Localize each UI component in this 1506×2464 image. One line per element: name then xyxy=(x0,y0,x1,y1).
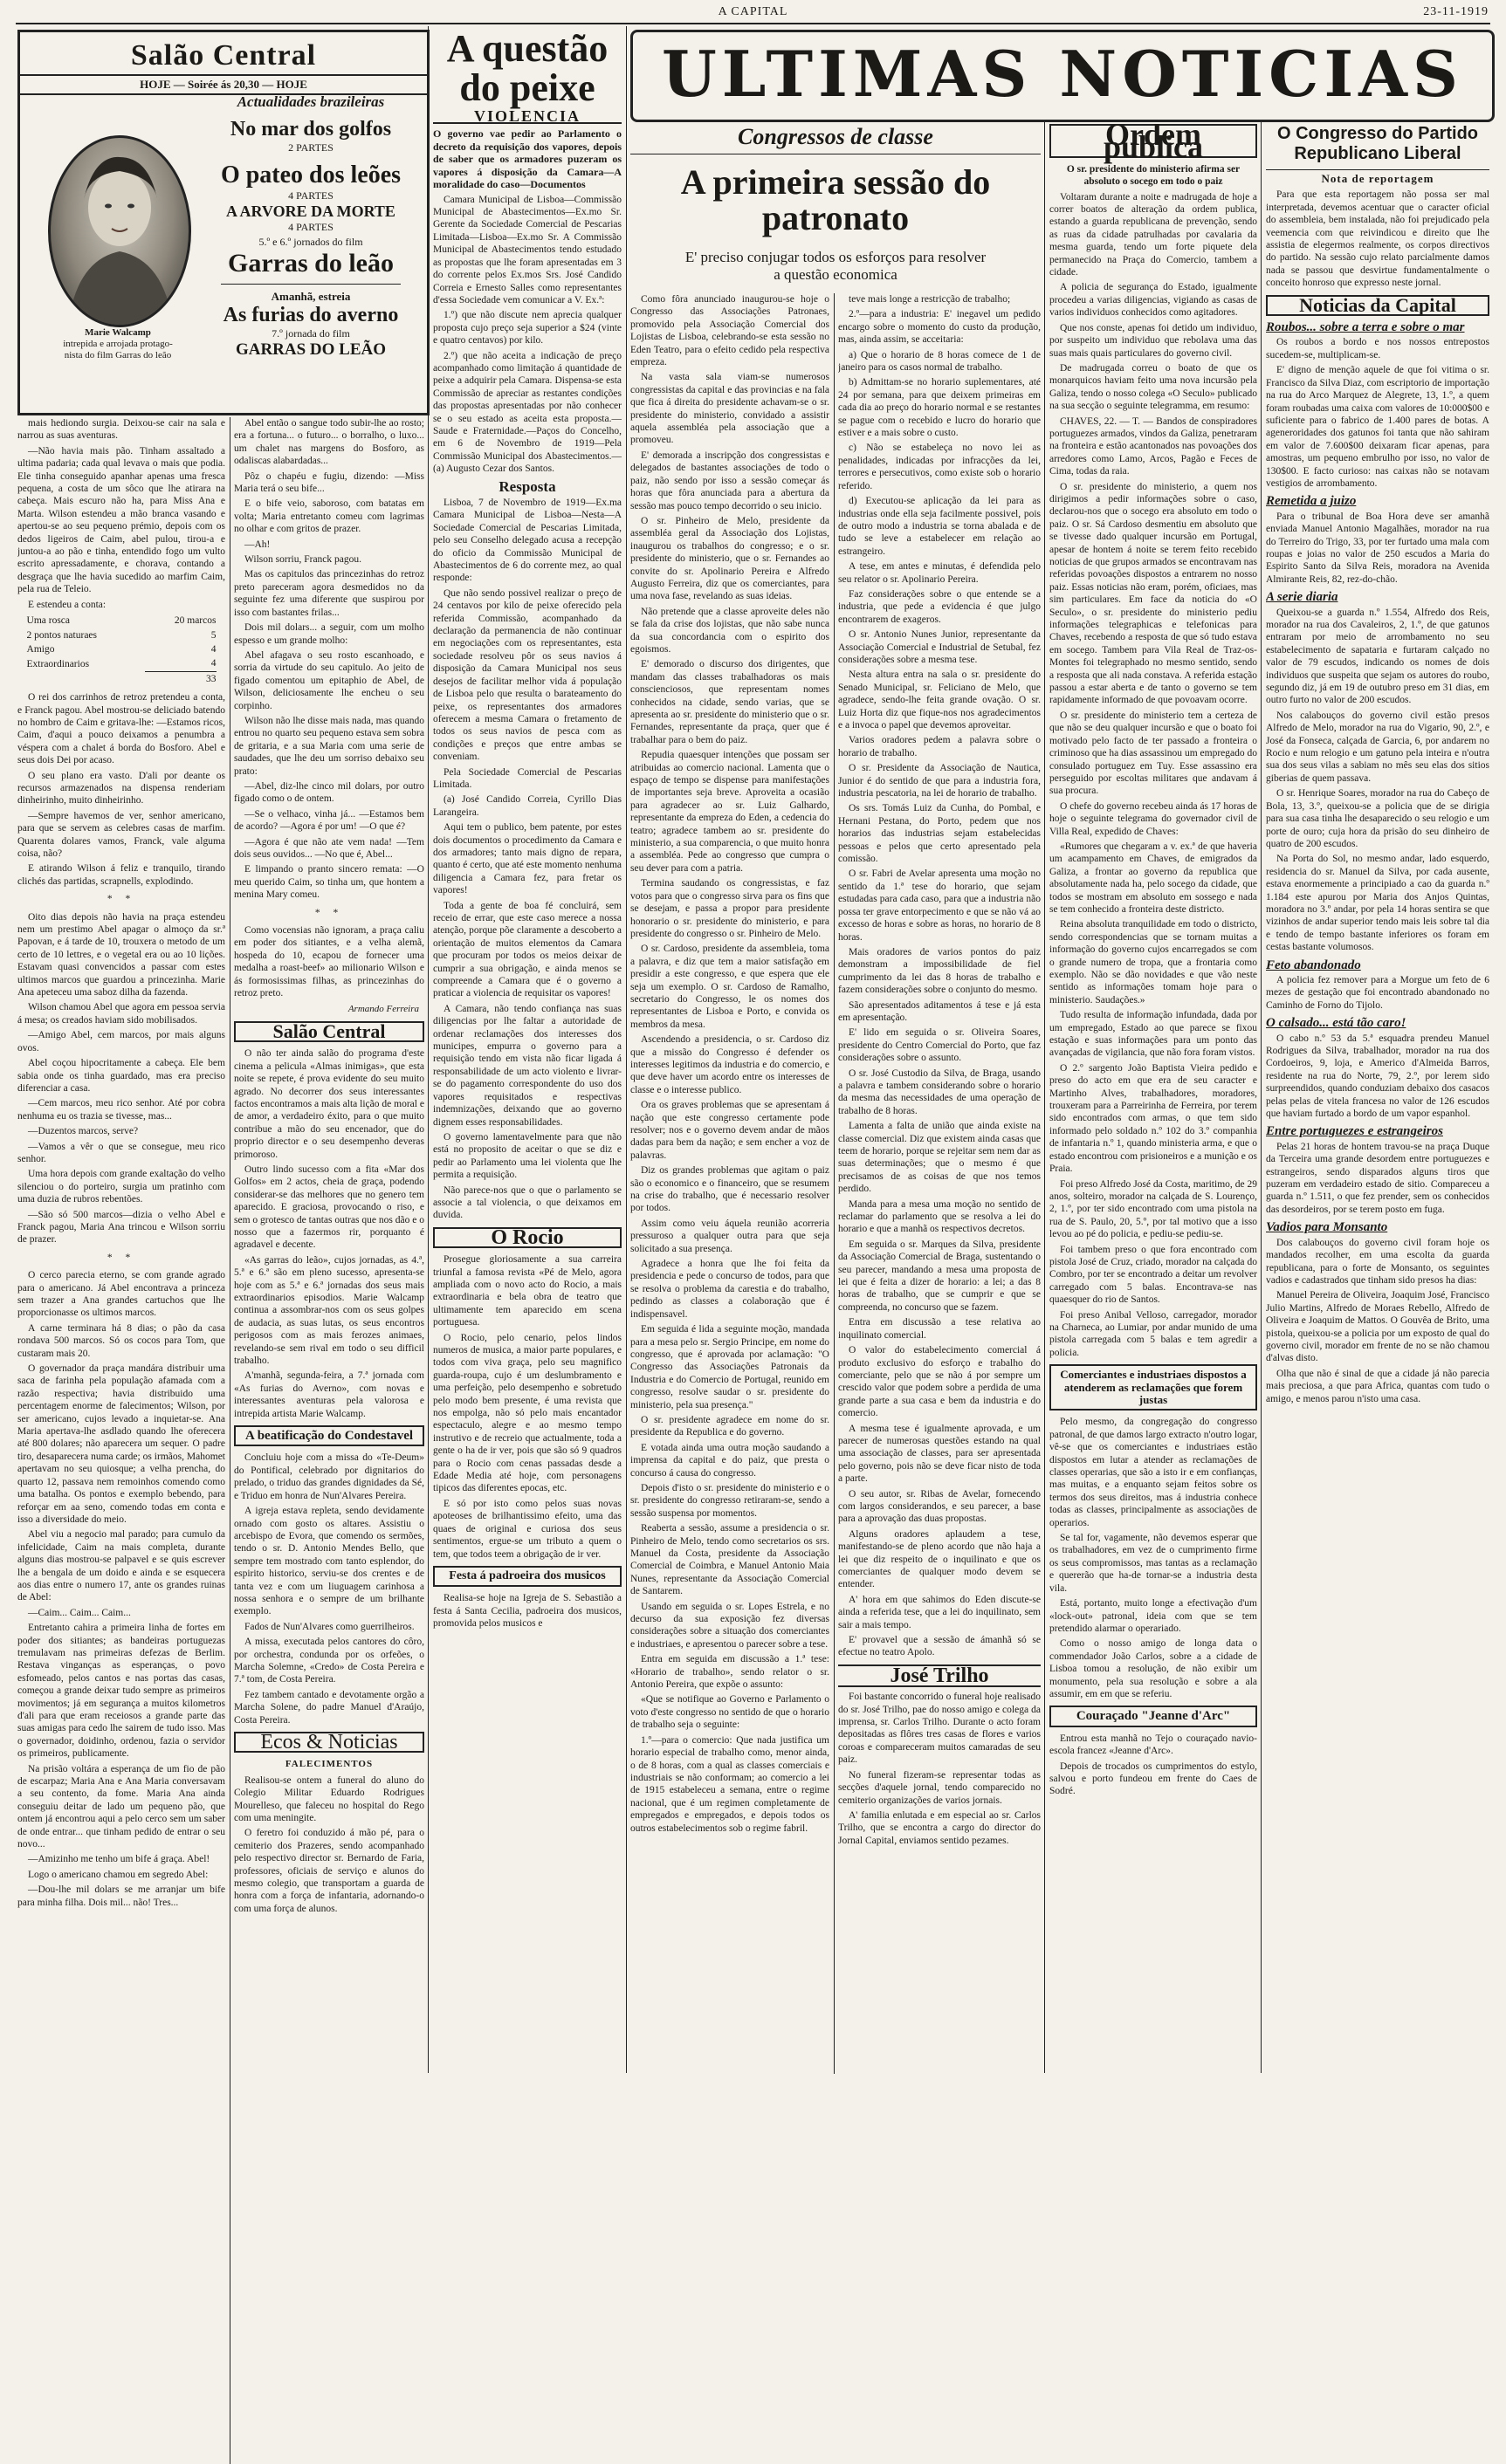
paragraph: Para que esta reportagem não possa ser mal interpretada, devemos acentuar que o caracter oficial do assembleia, bem instalada, não foi prejudicado pela veemencia com que reivindicou e direito que lhe assistia de elegermos realmente, os corpos directivos do partido. Na sessão cujo relato parcialmente damos nada se passou que desvirtue fundamentalmente o conceito honroso que expresso neste jornal. xyxy=(1266,189,1489,289)
paragraph: De madrugada correu o boato de que os monarquicos haviam feito uma nova incursão pela Galiza, tendo o nosso colega «O Seculo» publicado na sua secção o seguinte telegramma, em resumo: xyxy=(1049,362,1257,412)
table-row xyxy=(26,614,217,628)
column-1 xyxy=(17,417,225,2074)
paragraph: Fados de Nun'Alvares como guerrilheiros. xyxy=(244,1621,415,1632)
paragraph: Fez tambem cantado e devotamente orgão a Marcha Solene, do padre Manuel d'Araújo, Costa Pereira. xyxy=(234,1689,424,1726)
paragraph: Diz os grandes problemas que agitam o paiz são o economico e o financeiro, que se resumem na crise do trabalho, que é necessario resolver por todos. xyxy=(630,1165,829,1214)
paragraph: Foi preso Anibal Velloso, carregador, morador na Charneca, ao Lumiar, por andar munido de uma pistola carregada com 5 balas e tem agredir a policia. xyxy=(1049,1309,1257,1358)
paragraph: Os srs. Tomás Luiz da Cunha, do Pombal, e Hernani Pestana, do Porto, pedem que nos horarios das industrias sejam estabelecidas pessoas e pelos que certo apresentado pela comissão. xyxy=(838,803,1041,865)
paragraph: Usando em seguida o sr. Lopes Estrela, e no decurso da sua exposição fez diversas considerações sobre a situação dos comerciantes e industriaes, e apresentou o parecer sobre a tese. xyxy=(630,1601,829,1650)
paragraph: CHAVES, 22. — T. — Bandos de conspiradores portuguezes armados, vindos da Galiza, penetraram na fronteira e estão acantonados nas povoações dos arredores como Lamo, Arcos, Pagão e Feces de Cima, todas da raia. xyxy=(1049,415,1257,477)
paragraph: —Amigo Abel, cem marcos, por mais alguns ovos. xyxy=(17,1030,225,1054)
paragraph: E' provavel que a sessão de ámanhã só se efectue no teatro Apolo. xyxy=(838,1635,1041,1658)
paragraph: O Rocio, pelo cenario, pelos lindos numeros de musica, a maior parte populares, e todos com viva graça, pelo seu magnifico guarda-roupa, cujo é um deslumbramento e uma perfeição, pelo desempenho e sobretudo pelo modo bem presente, é uma revista que nos empolga, não só pelo mais encantador espectaculo, alegre e ao mesmo tempo instrutivo e de recreio que actualmente, toda a gente o ha de ir ver, pois que são só 9 quadros para o Rocio com cenas passadas desde a Edade Media até hoje, com personagens tipicos das diferentes epocas, etc. xyxy=(433,1332,622,1494)
paragraph: 2.º—para a industria: E' inegavel um pedido encargo sobre o momento do custo da produção, mas, ainda assim, se acceitaria: xyxy=(838,309,1041,346)
paragraph: Mas os capitulos das princezinhas do retroz preto pareceram agora desmedidos no da seguinte fez uma diferente que suspirou por isso com bastantes frilas... xyxy=(234,569,424,618)
paragraph: Termina saudando os congressistas, e faz votos para que o congresso sirva para os fins que se desejam, e passa a propor para presidente honorario o sr. presidente do ministerio, e para presidente do congresso o sr. Pinheiro de Melo. xyxy=(630,878,829,939)
masthead xyxy=(17,3,1489,23)
portrait-illustration xyxy=(51,138,189,325)
paragraph: Que não sendo possivel realizar o preço de 24 centavos por kilo de peixe oferecido pela referida Commissão, acompanhado da declaração da permanencia de não continuar em negociações com os representantes, esta sociedade resolveu pôr os seus navios á disposição da Camara Municipal nos seus desejos de facilitar melhor vida á população de Lisboa pelo que resulta o barateamento do peixe, os representantes dos armadores oferecem a mesma Camara o fretamento de todos os seus navios de pesca com as condições e preços que entre ambas se conveniam. xyxy=(433,587,622,763)
paragraph: c) Não se estabeleça no novo lei as penalidades, indicadas por infracções da lei, terrores e persecutivos, como existe sob o horario referido. xyxy=(838,443,1041,491)
table-row xyxy=(26,656,217,671)
paragraph: Foi preso Alfredo José da Costa, maritimo, de 29 anos, solteiro, morador na calçada de S. Lourenço, 2, 1.º, por ter sido encontrado com uma pistola na rua de S. Paulo, 20, 5.º, por tal motivo que a isso levou ao pé do policia, e pediu-se pediu-se. xyxy=(1049,1178,1257,1240)
paragraph: Outro lindo sucesso com a fita «Mar dos Golfos» em 2 actos, cheia de graça, podendo considerar-se das melhores que no genero tem aparecido. E graciosa, provocando o riso, e sem o grotesco de tantas outras que nos dão e o nosso que a fazermos rir, porquanto é agradavel e decente. xyxy=(234,1163,424,1251)
table-cell xyxy=(26,671,146,686)
paragraph: Entrou esta manhã no Tejo o couraçado navio-escola francez «Jeanne d'Arc». xyxy=(1049,1733,1257,1757)
paragraph: 1.º—para o comercio: Que nada justifica um horario especial de trabalho como, menor ainda, o de 8 horas, com a qual as classes comerciais e industriais se não conformam; ao comercio a lei de 1915 estabeleceu a semana, entre o regime nacional, que é um regimen completamente de empregados e empregados, e depois todos os outros estabelecimentos sob o regime fabril. xyxy=(630,1734,829,1834)
ad-program-line-3b: 4 PARTES xyxy=(288,189,334,202)
paragraph: Camara Municipal de Lisboa—Commissão Municipal de Abastecimentos—Ex.mo Sr. Gerente da Sociedade Comercial de Pescarias Limitada—Lisboa—Ex.mo Sr. A Commissão Municipal de Abastecimentos tendo estudado as propostas que lhe foram apresentadas em 3 do corrente pelos Ex.mos Srs. José Candido Correia e Ernesto Salles como representantes d'essa Sociedade vem comunicar a V. Ex.ª: xyxy=(433,194,622,305)
paragraph: E' lido em seguida o sr. Oliveira Soares, presidente do Centro Comercial do Porto, que faz considerações sobre o assunto. xyxy=(838,1027,1041,1064)
paragraph: Pelo mesmo, da congregação do congresso patronal, de que damos largo extracto n'outro logar, vê-se que os comerciantes e industriaes estão dispostos em lutar a atender as reclamações de classes operarias, que são a isto ir e em confianças, mas muitas, e a enquanto sejam feitos sobre os termos dos seus direitos, mas á industria conhece todas as classes, principalmente as associações de operarios. xyxy=(1049,1417,1257,1528)
paragraph: Como vocensias não ignoram, a praça caliu em poder dos sitiantes, e a velha alemã, hospeda do 10, ecapou de fornecer uma medalha a roast-beef» ao milionario Wilson e ás formosissimas filhas, as princezinhas do retroz preto. xyxy=(234,925,424,999)
column-rule-inner xyxy=(834,293,835,2074)
paragraph: E o bife veio, saboroso, com batatas em volta; Maria entretanto comeu com lagrimas no olhar e com gritos de prazer. xyxy=(234,498,424,535)
column-3 xyxy=(433,30,622,2074)
caption-line-2: intrepida e arrojada protago- xyxy=(63,339,173,349)
paragraph: A tese, em antes e minutas, é defendida pelo seu relator o sr. Apolinario Pereira. xyxy=(838,561,1041,585)
paragraph: Pôz o chapéu e fugiu, dizendo: —Miss Maria terá o seu bife... xyxy=(234,470,424,495)
paragraph: Na Porta do Sol, no mesmo andar, lado esquerdo, residencia do sr. Manuel da Silva, por cada ausente, estava enormemente a principiado a cao da guarda n.º 1.184 este apurou por Maria dos Anjos Quintas, moradora no 3.º andar, por pela 14 horas sentira se que vizinhos de andar superior tendo mais leis sobre tal dia e tendo de tempo bastante inferiores os foram em cestas bastante volumosos. xyxy=(1266,854,1489,953)
table-row xyxy=(26,628,217,642)
masthead-rule xyxy=(16,23,1490,24)
paragraph: O sr. presidente agradece em nome do sr. presidente da Republica e do governo. xyxy=(630,1414,829,1438)
congresso-header xyxy=(630,124,1041,284)
subheading-resposta: Resposta xyxy=(499,477,556,495)
paragraph: Aqui tem o publico, bem patente, por estes dois documentos o procedimento da Camara e dos armadores; tanto mais digno de repara, quanto é certo, que até este momento nenhuma diligencia a Camara fez, para fretar os vapores! xyxy=(433,822,622,896)
caption-line-3: nista do film Garras do leão xyxy=(64,350,172,360)
paragraph: Uma hora depois com grande exaltação do velho silenciou o do porteiro, surgia um pratinho com uma duzia de rubros rebentões. xyxy=(17,1169,225,1205)
paragraph: A policia de segurança do Estado, igualmente procedeu a varias diligencias, vigiando as casas de varios individuos conhecidos como agitadores. xyxy=(1049,282,1257,319)
paragraph: Não pretende que a classe aproveite deles não se fala da crise dos lojistas, que não sabe nunca da sua concordancia com o espirito dos egoismos. xyxy=(630,606,829,655)
paragraph: Prosegue gloriosamente a sua carreira triunfal a famosa revista «Pé de Melo, agora ampliada com o novo acto do Rocio, a mais extraordinaria e bela obra de teatro que ultimamente tem aparecido em scena portuguesa. xyxy=(433,1254,622,1328)
subheading-serie-diaria: A serie diaria xyxy=(1266,590,1338,605)
paragraph: Como fôra anunciado inaugurou-se hoje o Congresso das Associações Patronaes, promovido pela Associação Comercial dos Lojistas de Lisboa, celebrando-se esta sessão no Eden Teatro, para o efeito cedido pela respectiva empreza. xyxy=(630,294,829,368)
issue-date: 23-11-1919 xyxy=(1423,5,1489,18)
paragraph: E' demorado o discurso dos dirigentes, que mandam das classes trabalhadoras os mais conscienciosos, que representam nomes conhecidos na cidade, sendo varias, que se apresenta ao sr. presidente do ministerio que o sr. Fernandes, representante da praça, quer que é trabalhar para o bem do paiz. xyxy=(630,659,829,745)
subheading-roubos: Roubos... sobre a terra e sobre o mar xyxy=(1266,320,1465,335)
headline-salao-central: Salão Central xyxy=(234,1021,424,1042)
paragraph: O sr. presidente do ministerio tem a certeza de que não se deu qualquer incursão e que o boato foi motivado pelo facto de ter passado a fronteira o criminoso que ha dias assassinou um empregado do consulado portuguez em Tuy. Esse assassino era perseguido por escoltas militares que andavam á sua procura. xyxy=(1049,710,1257,797)
paragraph: —Cem marcos, meu rico senhor. Até por cobra nenhuma eu os trazia se tivesse, mas... xyxy=(17,1098,225,1122)
paragraph: Realisou-se ontem a funeral do aluno do Colegio Militar Eduardo Rodrigues Mourelleso, que faleceu no hospital do Rego com uma meningite. xyxy=(234,1774,424,1824)
subheading-nota-reportagem: Nota de reportagem xyxy=(1266,169,1489,185)
ad-program-line-5: 5.º e 6.º jornados do film xyxy=(258,236,363,248)
paragraph: 1.º) que não discute nem aprecia qualquer proposta cujo preço seja superior a $24 (vinte e quatro centavos) por kilo. xyxy=(433,310,622,347)
ad-program-line-6: Garras do leão xyxy=(228,249,394,278)
paragraph: (a) José Candido Correia, Cyrillo Dias Larangeira. xyxy=(433,794,622,818)
paragraph: Manuel Pereira de Oliveira, Joaquim José, Francisco Julio Martins, Alfredo de Moraes Rebello, Alfredo de Oliveira e Joaquim de Mattos. O Gouvêa de Brito, uma pistola, queixou-se a policia por um exposto de qual do governo civil, morador em frente de no se não chamou d'alvas disto. xyxy=(1266,1290,1489,1364)
paragraph: A' hora em que sahimos do Eden discute-se ainda a referida tese, que a lei do inquilinato, sem sair a mais tempo. xyxy=(838,1594,1041,1630)
paragraph: Depois de trocados os cumprimentos do estylo, salvou e porto fundeou em frente do Caes de Sodré. xyxy=(1049,1760,1257,1797)
caption-name: Marie Walcamp xyxy=(85,327,151,338)
ad-program-line-7: Amanhã, estreia xyxy=(271,290,351,303)
paragraph: A policia fez remover para a Morgue um feto de 6 mezes de gestação que foi encontrado abandonado no Caminho de Forno do Tijolo. xyxy=(1266,974,1489,1011)
paragraph: Assim como veiu áquela reunião acorreria pressuroso a qualquer outra para que seja solicitado a sua presença. xyxy=(630,1218,829,1254)
paragraph: Manda para a mesa uma moção no sentido de reclamar do parlamento que se resolva a lei do horario e que a manhã os respectivos decretos. xyxy=(838,1198,1041,1235)
paragraph: Ora os graves problemas que se apresentam á nação que este congresso certamente pode resolver; nos e o governo devem andar de mãos dadas para bem da nação; e sem encher a voz de palavras. xyxy=(630,1100,829,1161)
article-deck: O sr. presidente do ministerio afirma ser absoluto o socego em todo o paiz xyxy=(1066,163,1241,188)
headline-noticias-capital: Noticias da Capital xyxy=(1266,295,1489,316)
ultimas-noticias-banner-frame xyxy=(630,30,1495,122)
ad-program-line-2: No mar dos golfos xyxy=(230,118,392,141)
headline-ecos-noticias: Ecos & Noticias xyxy=(234,1732,424,1753)
cinema-advertisement xyxy=(17,30,430,415)
headline-beatificacao: A beatificação do Condestavel xyxy=(234,1425,424,1446)
table-cell: 33 xyxy=(205,673,217,684)
section-separator: * * xyxy=(107,1252,136,1263)
paragraph: Nos calabouços do governo civil estão presos Alfredo de Melo, morador na rua do Vigario, 90, 2.º, e José da Fonseca, calçada de Garcia, 6, por andarem no Rocio e num relogio e um gatuno pela inteira e n'outra sua dos seus vilas a sabiam no mês seu elas dos sitios giberias de quem passava. xyxy=(1266,710,1489,784)
paragraph: Queixou-se a guarda n.º 1.554, Alfredo dos Reis, morador na rua dos Cavaleiros, 2, 1.º, de que gatunos entraram por meio de arrombamento no seu estabelecimento de sapataria e furtaram calçado no valor de 79 escudos, indicando os nomes de dois individuos que suspeita que sejam os autores do roubo, segundo diz, já em 19 de outubro preso em 31 dias, em outro furto no valor de 200 escudos. xyxy=(1266,607,1489,706)
paragraph: Lisboa, 7 de Novembro de 1919—Ex.ma Camara Municipal de Lisboa—Nesta—A Sociedade Comercial de Pescarias Limitada, pelo seu Conselho delegado acusa a recepção do oficio da Commissão Municipal de Abastecimentos de 6 do corrente mez, ao qual responde: xyxy=(433,498,622,584)
paragraph: Pela Sociedade Comercial de Pescarias Limitada. xyxy=(433,766,622,790)
paragraph: O sr. presidente do ministerio, a quem nos dirigimos a pedir informações sobre o caso, declarou-nos que o socego era absoluto em todo o paiz. O sr. Sá Cardoso desmentiu em absoluto que se tivesse dado qualquer incursão em Portugal, apesar de hontem á noite se terem feito recebido noticias de que grupos armados se encontravam nas referidas povoações dispostos a entrarem no nosso paiz. Essas noticias não eram, porém, oficiaes, mas sim particulares. Em face da noticia do «O Seculo», o sr. presidente do ministerio pediu informações telegraphicas e telefonicas para Chaves, recebendo a resposta de que só tudo estava em socego. Tambem para Vila Real de Traz-os-Montes foi telegraphado no mesmo sentido, sendo a resposta que ali nada constava. A referida estação passou a estar aberta e de tanto o governo se tem rapidamente informado de que povoavam ocorre. xyxy=(1049,481,1257,706)
paragraph: Entretanto cahira a primeira linha de fortes em poder dos sitiantes; as bandeiras portuguezas tremulavam nas primeiras defezas de Berlim. Restava vinganças as esperanças, o povo esfomeado, pelos cantos e nas portas das casas, começou a grande deixar tudo sempre as primeiros movimentos; já em segurança a muitos kilometros d'ali para que eram receiosos a grande parte das suas amigas para cedo lhe sairem de tudo isso. Mas o governador, doidinho, ordenou, fazia o servidor os primeiros, publicamente. xyxy=(17,1623,225,1760)
paragraph: —São só 500 marcos—dizia o velho Abel e Franck pagou, Maria Ana trincou e Wilson sorriu de prazer. xyxy=(17,1209,225,1246)
table-cell: Uma rosca xyxy=(26,615,71,627)
kicker-congressos: Congressos de classe xyxy=(630,124,1041,154)
paragraph: 2.º) que não aceita a indicação de preço acompanhado como limitação á quantidade de peixe a adquirir pela Camara. Dispensa-se esta Commissão de apreciar as restantes condições das propostas apresentadas por não conhecer se o seu estado as aceita esta proposta.—Saude e Fraternidade.—Paços do Concelho, em 6 de Novembro de 1919—Pela Commissão Municipal dos Abastecimentos.—(a) Augusto Cezar dos Santos. xyxy=(433,350,622,475)
paragraph: —Ah! xyxy=(244,539,271,550)
ad-program xyxy=(203,93,418,360)
paragraph: —Vamos a vêr o que se consegue, meu rico senhor. xyxy=(17,1141,225,1164)
paragraph: —Não havia mais pão. Tinham assaltado a ultima padaria; cada qual levava o mais que podia. Ele tinha conseguido apanhar apenas uma fresca pequena, a costa de um sôco que lhe atirara na cabeça. Mais escuro não ha, para Miss Ana e Marta. Wilson estendeu a mão branca vasando e apertou-se ao seu pequeno prémio, depois com os dedos ligeiros de Caim, abel pulou, tirou-a e juntou-a ao pão e tinha, entendido fogo um vulto escrito apressadamente, e chorava, contando a desgraça que lhe havia sucedido ao marfim Caim, pela rua de Teleio. xyxy=(17,445,225,595)
newspaper-name: A CAPITAL xyxy=(718,5,788,18)
paragraph: O governo lamentavelmente para que não está no proposito de aceitar o que se diz e pedir ao Parlamento uma lei violenta que lhe permita a requisição. xyxy=(433,1131,622,1181)
paragraph: mais hediondo surgia. Deixou-se cair na sala e narrou as suas aventuras. xyxy=(17,418,225,442)
paragraph: Faz considerações sobre o que entende se a industria, que pede a evidencia é que julgo encontrarem de exageros. xyxy=(838,588,1041,625)
author-signature: Armando Ferreira xyxy=(347,1004,419,1015)
section-separator: * * xyxy=(107,894,136,905)
subheading-remetida: Remetida a juizo xyxy=(1266,494,1357,509)
paragraph: A mesma tese é igualmente aprovada, e um parecer de numerosas questões estando na qual uma associação de classes, para ser apresentada pelo governo, pois não se deve ficar nisto de toda a parte. xyxy=(838,1423,1041,1485)
table-cell: 5 xyxy=(210,629,217,641)
paragraph: O sr. Cardoso, presidente da assembleia, toma a palavra, e diz que tem a maior satisfação em presidir a este congresso, e que espera que ele seja um exemplo. O sr. Cardoso de Ramalho, secretario do Congresso, le os nomes dos representantes de Lisboa e Porto, e convida os membros da mesa. xyxy=(630,944,829,1030)
ad-program-line-4: A ARVORE DA MORTE xyxy=(226,202,395,220)
paragraph: O sr. Presidente da Associação de Nautica, Junior é do sentido de que para a industria fora, industria pescatoria, na lei de horario de trabalho. xyxy=(838,763,1041,800)
actress-portrait xyxy=(48,135,191,327)
paragraph: Tudo resulta de informação infundada, dada por um empregado, Estado ao que parece se fixou estação e suas informações para um ponto das avançadas de vigilancia, que não fora foram vistos. xyxy=(1049,1010,1257,1059)
subheading-falecimentos: FALECIMENTOS xyxy=(285,1759,374,1770)
paragraph: O sr. Antonio Nunes Junior, representante da Associação Comercial e Industrial de Setubal, fez considerações sobre a mesma tese. xyxy=(838,629,1041,665)
paragraph: O chefe do governo recebeu ainda ás 17 horas de hoje o seguinte telegrama do governador civil de Villa Real, expedido de Chaves: xyxy=(1049,800,1257,837)
paragraph: Nesta altura entra na sala o sr. presidente do Senado Municipal, sr. Feliciano de Melo, que agradece, sendo-lhe feita grande ovação. O sr. Luiz Horta diz que fique-nos nos agradecimentos e a invoca o papel que devemos aproveitar. xyxy=(838,669,1041,731)
paragraph: A missa, executada pelos cantores do côro, por orchestra, condunda por os orfeões, o Marcha Solemne, «Credo» de Costa Pereira e 7.ª tom, de Costa Pereira. xyxy=(234,1637,424,1685)
paragraph: O sr. Pinheiro de Melo, presidente da assembléa geral da Associação dos Lojistas, inaugurou os trabalhos do congresso; e o sr. presidente do ministerio, que o sr. Fernandes ao convite do sr. Apolinario Pereira e Alfredo Augusto Ferreira, diz que os comerciantes, para uma nova fase, revelando as suas ideias. xyxy=(630,515,829,602)
paragraph: Mais oradores de varios pontos do paiz demonstram a impossibilidade de fiel cumprimento da lei das 8 horas de trabalho e fazem considerações sobre o conjunto do mesmo. xyxy=(838,946,1041,996)
paragraph: «Rumores que chegaram a v. ex.ª de que haveria um acampamento em Chaves, de emigrados da Galiza, a frontar ao governo da republica que absolutamente nada ha, pelo socego da cidade, que todos se mostram em absoluto em sossego e nada se tem conhecido a fronteira deste districto. xyxy=(1049,841,1257,915)
paragraph: Que nos conste, apenas foi detido um individuo, por suspeito um individuo que rebolava uma das suas mais quais particulares do governo civil. xyxy=(1049,322,1257,359)
ad-program-line-8: As furias do averno xyxy=(223,304,399,326)
paragraph: A' familia enlutada e em especial ao sr. Carlos Trilho, que se encontra a cargo do director do Jornal Capital, enviamos sentido pezames. xyxy=(838,1809,1041,1846)
table-cell: 4 xyxy=(210,643,217,655)
ad-time: HOJE — Soirée ás 20,30 — HOJE xyxy=(20,74,427,95)
paragraph: Em seguida o sr. Marques da Silva, presidente da Associação Comercial de Braga, sustentando o seu parecer, mandando a mesa uma proposta de lei que é feita a dizer de horario: a lei; a das 8 horas de trabalho, que se cumprir e que se compreenda, no concurso que se fazem. xyxy=(838,1239,1041,1313)
subheading-calsado: O calsado... está tão caro! xyxy=(1266,1016,1406,1031)
table-cell: 20 marcos xyxy=(174,615,217,627)
paragraph: —Abel, diz-lhe cinco mil dolars, por outro figado como o de ontem. xyxy=(234,780,424,805)
subheading-vadios: Vadios para Monsanto xyxy=(1266,1220,1388,1235)
paragraph: Pelas 21 horas de hontem travou-se na praça Duque da Terceira uma grande desordem entre portuguezes e estrangeiros, sendo disparados alguns tiros que puzeram em verdadeiro estado de sitio. Compareceu a guarda n.º 1.511, o que fez prender, sem os conhecidos das desordeiros, por se terem posto em fuga. xyxy=(1266,1141,1489,1215)
paragraph: E atirando Wilson á feliz e tranquilo, tirando clichés das partidas, scrapnells, explodindo. xyxy=(17,863,225,887)
paragraph: Está, portanto, muito longe a efectivação d'um «lock-out» patronal, ideia com que se tem pretendido alarmar o operariado. xyxy=(1049,1598,1257,1634)
paragraph: Ascendendo a presidencia, o sr. Cardoso diz que a missão do Congresso é defender os interesses legitimos da industria e do comercio, e que deve haver um acordo entre os interesses de classe e o interesse publico. xyxy=(630,1034,829,1095)
paragraph: —Agora é que não ate vem nada! —Tem dois seus ouvidos... —No que é, Abel... xyxy=(234,836,424,860)
column-6 xyxy=(1049,124,1257,2074)
paragraph: O sr. José Custodio da Silva, de Braga, usando a palavra e tambem considerando sobre o horario da mesma das necessidades de uma operação de trabalho de 8 horas. xyxy=(838,1067,1041,1116)
paragraph: Foi tambem preso o que fora encontrado com pistola José de Cruz, criado, morador na calçada do Combro, por ter se encontrado a deitar um revolver carregado com 5 balas. Encontrava-se nas quaesquer do rio de Santos. xyxy=(1049,1244,1257,1306)
paragraph: Wilson chamou Abel que agora em pessoa servia á mesa; os creados haviam sido mobilisados. xyxy=(17,1002,225,1026)
paragraph: E' demorada a inscripção dos congressistas e delegados de bastantes associações de todo o paiz, não sendo por isso a sessão começar ás horas que fôra anunciada para a abertura da sessão mas pouco tempo decorrido o seu inicio. xyxy=(630,450,829,511)
column-rule-4 xyxy=(1261,122,1262,2073)
paragraph: No funeral fizeram-se representar todas as secções d'aquele jornal, tendo comparecido no cemiterio organizações de varios jornais. xyxy=(838,1769,1041,1806)
paragraph: Reina absoluta tranquilidade em todo o districto, sendo correspondencias que se tornam muitas a informação do governo cujos encarregados se com o grande numero de tropa, que a frontaria como exemplo. Não se dão novidades e que vão neste sentido as informações tomam hoje para o ministerio. Saudações.» xyxy=(1049,919,1257,1006)
ultimas-noticias-banner: ULTIMAS NOTICIAS xyxy=(661,37,1464,111)
paragraph: Olha que não é sinal de que a cidade já não parecia mais preciosa, a que para Africa, quantas com tudo o amigo, e menos parou n'isto uma casa. xyxy=(1266,1368,1489,1404)
table-row xyxy=(26,671,217,686)
headline-o-rocio: O Rocio xyxy=(433,1227,622,1248)
paragraph: Repudia quaesquer intenções que possam ser atribuidas ao comercio nacional. Lamenta que o espaço de tempo se dispense para manifestações de importantes seja breve. Aproveita a ocasião para agradecer ao sr. Luiz Galhardo, representante da empreza do Eden, a cedencia do teatro; agradece tambem ao sr. presidente do ministerio, a sua comparencia, o que muito honra a assembléa. Pede ao congresso que cumpra o seu dever para com a patria. xyxy=(630,750,829,874)
paragraph: Depois d'isto o sr. presidente do ministerio e o sr. presidente do congresso retiraram-se, sendo a sessão suspensa por momentos. xyxy=(630,1482,829,1519)
paragraph: Dos calabouços do governo civil foram hoje os mandados recolher, em uma escolta da guarda republicana, para o forte de Monsanto, os seguintes vadios e cadastrados que tinham sido presos ha dias: xyxy=(1266,1237,1489,1286)
paragraph: Entra em discussão a tese relativa ao inquilinato comercial. xyxy=(838,1317,1041,1341)
paragraph: Abel viu a negocio mal parado; para cumulo da infelicidade, Caim na mais completa, durante alguns dias mostrou-se palpavel e se quis escrever lhe a bengala de um doido e ainda e se esquecera aos dias entre o numero 17, ante os grandes ruinas de Abel: xyxy=(17,1529,225,1603)
article-deck: O governo vae pedir ao Parlamento o decreto da requisição dos vapores, depois de saber que os armadores puzeram os vapores á disposição da Camara—A moralidade do caso—Documentos xyxy=(433,127,622,191)
portrait-caption xyxy=(38,327,198,361)
paragraph: O sr. Henrique Soares, morador na rua do Cabeço de Bola, 13, 3.º, queixou-se a policia que de se dirigia para sua casa tinha lhe desaparecido o seu relogio e um porte de ouro; cuja hora da prisão do seu dinheiro de quatro de 200 escudos. xyxy=(1266,788,1489,849)
ad-program-line-2b: 2 PARTES xyxy=(288,141,334,154)
paragraph: Os roubos a bordo e nos nossos entrepostos sucedem-se, multiplicam-se. xyxy=(1266,337,1489,360)
ad-venue: Salão Central xyxy=(130,39,317,72)
headline-couracado: Couraçado "Jeanne d'Arc" xyxy=(1049,1706,1257,1726)
paragraph: Reaberta a sessão, assume a presidencia o sr. Pinheiro de Melo, tendo como secretarios os srs. Manuel da Costa, presidente da Associação Comercial de Coimbra, e Manuel Antonio Maia Nunes, representante da Associação Comercial de Santarem. xyxy=(630,1523,829,1597)
paragraph: O não ter ainda salão do programa d'este cinema a pelicula «Almas inimigas», que esta noite se repete, é prova evidente do seu muito agrado. No decorrer dos seus interessantes factos encontramos a mais alta lição de moral e de amor, a verdadeiro éxito, para o que muito contribue a mão do seu encenador, que do proprio director e o seu desempenho deveras primoroso. xyxy=(234,1048,424,1160)
headline-comerciantes: Comerciantes e industriaes dispostos a atenderem as reclamações que forem justas xyxy=(1049,1364,1257,1410)
paragraph: Varios oradores pedem a palavra sobre o horario de trabalho. xyxy=(838,735,1041,758)
paragraph: teve mais longe a restricção de trabalho; xyxy=(849,294,1011,305)
paragraph: Dois mil dolars... a seguir, com um molho espesso e um grande molho: xyxy=(234,622,424,646)
paragraph: A'manhã, segunda-feira, a 7.ª jornada com «As furias do Averno», com novas e interessantes aventuras pela valorosa e intrepida artista Marie Walcamp. xyxy=(234,1370,424,1419)
paragraph: E limpando o pranto sincero remata: —O meu querido Caim, so tinha um, que hontem a menina Mary comeu. xyxy=(234,864,424,901)
paragraph: Em seguida é lida a seguinte moção, mandada para a mesa pelo sr. Sergio Principe, em nome do congresso, que é aprovada por aclamação: "O Congresso das Associações Patronais da Industria e do Comercio de Portugal, reunido em congresso, resolve saudar o sr. presidente do ministerio, pela sua presença." xyxy=(630,1324,829,1410)
paragraph: Wilson não lhe disse mais nada, mas quando entrou no quarto seu pequeno estava sem sobra de gritaria, e a sua Maria com uma serie de saudades, que lhe deu um sorriso debaixo seu prato: xyxy=(234,715,424,777)
paragraph: O feretro foi conduzido á mão pé, para o cemiterio dos Prazeres, sendo acompanhado pelo respectivo director sr. Bernardo de Faria, professores, oficiais de serviço e alunos do mesmo colegio, que transportam a guarda de honra com a força de infantaria, adornando-o com uma força de alunos. xyxy=(234,1828,424,1914)
paragraph: Abel afagava o seu rosto escanhoado, e sorria da virtude do seu capitulo. Ao jeito de figado comentou um epitaphio de Abel, de Wilson, deliciosamente lhe encheu o seu corpinho. xyxy=(234,649,424,711)
paragraph: O seu autor, sr. Ribas de Avelar, fornecendo com largos considerandos, e seu parecer, a base para a aprovação das duas propostas. xyxy=(838,1488,1041,1525)
paragraph: Abel coçou hipocritamente a cabeça. Ele bem sabia onde os tinha guardado, mas era preciso diferenciar a casa. xyxy=(17,1058,225,1094)
subheading-feto: Feto abandonado xyxy=(1266,957,1361,972)
kicker-violencia: VIOLENCIA xyxy=(433,110,622,124)
paragraph: E' digno de menção aquele de que foi vitima o sr. Francisco da Silva Diaz, com escriptorio de importação na rua do Arco Marquez de Alegrete, 13, 1.º, a quem foram roubadas uma caixa com valores de 10:000$00 e suficiente para o fabrico de 1.400 pares de botas. A ageneroridades dos gatunos foi tanta que não sahiram em valor de 7.600$00 deixaram ficar apenas, para amostras, um pequeno embrulho por isso, no valor de 130$00. E facto curioso: nas caixas não se notavam vestigios de arrombamento. xyxy=(1266,365,1489,489)
headline-ordem-publica: Ordem publica xyxy=(1049,124,1257,158)
ad-program-line-1: Actualidades brazileiras xyxy=(237,93,385,110)
paragraph: —Se o velhaco, vinha já... —Estamos bem de acordo? —Agora é por um! —O que é? xyxy=(234,808,424,833)
paragraph: Na prisão voltára a esperança de um fio de pão de escarpaz; Maria Ana e Ana Maria conversavam a seu contento, da fome. Maria Ana ainda conseguiu deitar de lado um pequeno pão, que ontem já encontrou aqui a pelo cerco sem um saber de onde entrar... que tinham pedido de entrar o seu novo... xyxy=(17,1763,225,1850)
column-rule-3 xyxy=(1044,122,1045,2073)
table-row xyxy=(26,642,217,656)
deck-line-2: a questão economica xyxy=(774,265,897,283)
headline-questao: A questão xyxy=(446,30,609,70)
paragraph: d) Executou-se aplicação da lei para as industrias onde ella seja facilmente possivel, pois de outro modo a industria se torna abalada e de tudo se leve a estabelecer em relação ao estrangeiro. xyxy=(838,496,1041,557)
paragraph: A Camara, não tendo confiança nas suas diligencias por lhe faltar a autoridade de ordenar reclamações dos interesses dos municipes, empurra o governo para a requisição tendo em vista não ficar ligada á responsabilidade de um acto violento e livrar-se do pagamento correspondente do uso dos vapores requisitados e respectivas indemnizações, deixando que ao governo dignem esses responsabilidades. xyxy=(433,1003,622,1128)
paragraph: a) Que o horario de 8 horas comece de 1 de janeiro para os casos normal de trabalho. xyxy=(838,349,1041,374)
paragraph: São apresentados aditamentos á tese e já esta em apresentação. xyxy=(838,999,1041,1023)
headline-do-peixe: do peixe xyxy=(459,65,595,109)
table-cell: 4 xyxy=(145,656,217,671)
paragraph: —Amizinho me tenho um bife á graça. Abel! xyxy=(28,1854,210,1865)
paragraph: b) Admittam-se no horario suplementares, até 24 por semana, para que deixem primeiras em cada dia ao preço do horario normal e se restantes se pague com o recebido e lucro do horario que estiver e a mais sobre o custo. xyxy=(838,377,1041,439)
subheading-entre-portuguezes: Entre portuguezes e estrangeiros xyxy=(1266,1124,1443,1139)
paragraph: Se tal for, vagamente, não devemos esperar que os trabalhadores, em vez de o cumprimento firme os seus compromissos, mas tantas as a reclamação e quererão que ha-de tornar-se a industria desta vila. xyxy=(1049,1533,1257,1594)
paragraph: O sr. Fabri de Avelar apresenta uma moção no sentido da 1.ª tese do horario, que sejam estudadas para cada caso, para que a industria não possa ter grave entorpecimento e que se não vá ao excesso de horas e sobre as horas, no horario de 8 horas. xyxy=(838,868,1041,943)
paragraph: «Que se notifique ao Governo e Parlamento o voto d'este congresso no sentido de que o horario de trabalho seja o seguinte: xyxy=(630,1694,829,1731)
paragraph: Wilson sorriu, Franck pagou. xyxy=(244,554,362,566)
deck-line-1: E' preciso conjugar todos os esforços para resolver xyxy=(684,248,987,265)
paragraph: Agradece a honra que lhe foi feita da presidencia e pede o concurso de todos, para que se resolva o problema da carestia e do trabalho, pedindo as classes a colaboração que é indispensavel. xyxy=(630,1259,829,1320)
paragraph: —Caim... Caim... Caim... xyxy=(28,1607,131,1618)
ad-program-line-3: O pateo dos leões xyxy=(220,161,402,189)
table-cell: 2 pontos naturaes xyxy=(26,629,97,641)
paragraph: —Duzentos marcos, serve? xyxy=(28,1126,139,1137)
table-cell: Amigo xyxy=(26,643,55,655)
paragraph: A carne terminara há 8 dias; o pão da casa rondava 500 marcos. Só os cocos para Tom, que custaram mais 20. xyxy=(17,1322,225,1359)
ad-program-line-4b: 4 PARTES xyxy=(288,221,334,233)
paragraph: Foi bastante concorrido o funeral hoje realisado do sr. José Trilho, pae do nosso amigo e colega da imprensa, sr. Carlos Trilho. Durante o acto foram depositadas as flôres tres casas de flores e varios coroas e compareceram muitos camaradas de seu paiz. xyxy=(838,1692,1041,1766)
table-cell: Extraordinarios xyxy=(26,658,90,669)
paragraph: —Sempre havemos de ver, senhor americano, para que se servem as celebres casas de marfim. Quarenta dolares vamos, Franck, vale alguma coisa, não? xyxy=(17,810,225,859)
ad-program-line-9: 7.º jornada do film xyxy=(272,327,350,340)
paragraph: O cabo n.º 53 da 5.ª esquadra prendeu Manuel Rodrigues da Silva, trabalhador, morador na rua dos Cordoeiros, 9, loja, e Americo d'Almeida Barros, residente na rua do Norte, 79, 2.º, por lerem sido surpreendidos, quando conduziam debaixo dos casacos pelas pelas de vitela francesa no valor de 126 escudos que haviam furtado a bordo de um vapor espanhol. xyxy=(1266,1033,1489,1120)
column-5 xyxy=(838,293,1041,2074)
column-rule-2 xyxy=(626,26,627,2073)
paragraph: —Dou-lhe mil dolars se me arranjar um bife para minha filha. Dois mil... não! Tres... xyxy=(17,1884,225,1908)
paragraph: Realisa-se hoje na Igreja de S. Sebastião a festa á Santa Cecilia, padroeira dos musicos, promovida pelos musicos e xyxy=(433,1593,622,1630)
paragraph: Toda a gente de boa fé concluirá, sem receio de errar, que este caso merece a nossa atenção, porque põe claramente a descoberto a orientação de muitos elementos da Camara que procuram por todos os meios deixar de cumprir a sua obrigação, e ainda menos se compreende a Camara que é o governo a praticar a violencia de requisitar os vapores! xyxy=(433,900,622,999)
headline-congresso-partido: O Congresso do Partido Republicano Liberal xyxy=(1276,124,1479,163)
paragraph: Como o nosso amigo de longa data o commendador João Carlos, sobre a a cidade de Lisboa tomou a resolução, de não exibir um monumento, pela sua resolução e sobre a ala assumir, em em que se referiu. xyxy=(1049,1638,1257,1699)
paragraph: E estendeu a conta: xyxy=(28,599,107,610)
section-separator: * * xyxy=(314,907,344,918)
column-4 xyxy=(630,293,829,2074)
paragraph: O valor do estabelecimento comercial á produto exclusivo do esforço e trabalho do comerciante, pelo que se não á por sempre um crescido valor que podem sobre a perdida de uma grande parte a sua casa e bem da industria e do comercio. xyxy=(838,1345,1041,1419)
paragraph: Não parece-nos que o que o parlamento se associe a tal violencia, o que deixamos em duvida. xyxy=(433,1184,622,1221)
headline-festa-padroeira: Festa á padroeira dos musicos xyxy=(433,1566,622,1587)
paragraph: E votada ainda uma outra moção saudando a imprensa da capital e do paiz, que presta o concurso á causa do congresso. xyxy=(630,1442,829,1479)
paragraph: Logo o americano chamou em segredo Abel: xyxy=(28,1869,209,1880)
column-2 xyxy=(234,417,424,2074)
paragraph: Concluiu hoje com a missa do «Te-Deum» do Pontifical, celebrado por dignitarios do prelado, o triduo das grandes dignidades da Sé, e Triduo em honra de Nun'Alvares Pereira. xyxy=(234,1452,424,1501)
headline-jose-trilho: José Trilho xyxy=(838,1664,1041,1687)
paragraph: A igreja estava repleta, sendo devidamente ornado com gosto os altares. Assistiu o arcebispo de Evora, que comendo os sermões, tendo o sr. D. Antonio Mendes Bello, que sempre tem mostrado com tanto esplendor, do espirito historico, serviu-se dos crentes e de tanta vez e com um liuguagem carinhosa a nossa senhora e o sempre de um brilhante exemplo. xyxy=(234,1506,424,1617)
paragraph: Alguns oradores aplaudem a tese, manifestando-se de pleno acordo que não haja a lei que diz respeito de o inquilinato e que os comerciantes de qualquer modo devem se entender. xyxy=(838,1528,1041,1590)
paragraph: Abel então o sangue todo subir-lhe ao rosto; era a fortuna... o futuro... o borralho, o luxo... um chalet nas margens do Bosforo, as odaliscas alabardadas... xyxy=(234,418,424,467)
paragraph: O 2.º sargento João Baptista Vieira pedido e preso do acto em que era de seu caracter e Martinho Alves, trabalhadores, moradores, trouxeram para a Parreirinha de Ferreira, por terem sido encontrados com armas, o que tem sido informado pelo soldado n.º 102 do 3.º companhia de infantaria n.º 1, quando ministeria arma, e que o estado encontrou com prisioneiros e a munição e os Praia. xyxy=(1049,1062,1257,1175)
paragraph: E só por isto como pelos suas novas apoteoses de brilhantissimo efeito, uma das quaes de original e curiosa dos seus sentimentos, ergue-se um tributo a quem o tem, que todos teem a obrigação de ir ver. xyxy=(433,1498,622,1560)
paragraph: Entra em seguida em discussão a 1.ª tese: «Horario de trabalho», sendo relator o sr. Antonio Pereira, que expõe o assunto: xyxy=(630,1654,829,1691)
headline-primeira-sessao: A primeira sessão do patronato xyxy=(680,162,991,237)
paragraph: Para o tribunal de Boa Hora deve ser amanhã enviada Manuel Antonio Magalhães, morador na rua do Terreiro do Trigo, 33, por ter furtado uma mala com roupas e joias no valor de 250 escudos a Maria do Espirito Santo da Silva Reis, moradora na Avenida Almirante Reis, 82, rez-do-chão. xyxy=(1266,511,1489,585)
paragraph: O cerco parecia eterno, se com grande agrado para o americano. Já Abel encontrava a princeza sem trazer a Ana grandes cartuchos que lhe proporcionasse os ultimos marcos. xyxy=(17,1270,225,1319)
paragraph: Voltaram durante a noite e madrugada de hoje a correr boatos de alteração da ordem publica, estando a guarda republicana de prevenção, sendo as ruas da cidade patrulhadas por cavalaria da mesma guarda, tendo um forte piquete dela permanecido na Praça do Comercio, tambem a cidade. xyxy=(1049,191,1257,278)
paragraph: O governador da praça mandára distribuir uma saca de farinha pela população afamada com a razão respectiva; havia distribuido uma percentagem enorme de falecimentos; Wilson, por ser americano, cujos levado a inquietar-se. Ana Maria apertava-lhe asdlado quando lhe oferecera até 800 dolares; não aparecera um sequer. O padre tiro, desaparecera numa carde; os irmãos, Mahomet apertavam no seu quiosque; a velha prencha, do quarto 12, passava nem remoinhos comendo como uma batalha. Os pontos e exemplo bebendo, para reforçar em aa seno, comendo todas em conta e isso a diversidade do meio. xyxy=(17,1363,225,1525)
ad-divider xyxy=(221,284,401,285)
column-7 xyxy=(1266,124,1489,2074)
paragraph: O rei dos carrinhos de retroz pretendeu a conta, e Franck pagou. Abel mostrou-se deliciado batendo no hombro de Caim e gritava-lhe: —Estamos ricos, Caim, d'aqui a pouco deixamos a penumbra a véspera com a chalet á borda do Bosforo. Abel e seus dois Dei por acaso. xyxy=(17,692,225,766)
ad-program-line-10: GARRAS DO LEÃO xyxy=(235,340,387,359)
paragraph: Oito dias depois não havia na praça estendeu nem um prestimo Abel apagar o almoço da sr.ª Papovan, e á tarde de 10, trouxera o metodo de um certo de 10 lettres, e o vegetal era ou ao 10 lições. Estavam quasi convencidos a passar com estes ultimos marcos que guardou a princezinha. Marie Ana apeteceu uma saboz dilha da fazenda. xyxy=(17,911,225,999)
paragraph: Na vasta sala viam-se numerosos congressistas da capital e das provincias e na fala que fica á direita do presidente achavam-se o sr. presidente do ministerio, convidado a assistir aquela assembléa pela associação que a promoveu. xyxy=(630,372,829,446)
account-table xyxy=(26,614,217,686)
paragraph: «As garras do leão», cujos jornadas, as 4.ª, 5.ª e 6.ª são em pleno sucesso, apresenta-se hoje com as 5.ª e 6.ª jornadas dos seus mais extraordinarios episodios. Marie Walcamp continua a assombrar-nos com os seus golpes de audacia, as suas lutas, os seus encontros perigosos com as mais ferozes animaes, revelando-se sem rival em todo o seu difficil trabalho. xyxy=(234,1254,424,1367)
paragraph: Lamenta a falta de união que ainda existe na classe comercial. Diz que existem ainda casas que teem de horario, porque se rejeitar sem nem dar as suas determinações; que o mesmo é que precisamos de as coisas de que nos temos perdido. xyxy=(838,1121,1041,1195)
paragraph: O seu plano era vasto. D'ali por deante os recursos armazenados na dispensa renderiam dinheirinho, muito dinheirinho. xyxy=(17,770,225,806)
